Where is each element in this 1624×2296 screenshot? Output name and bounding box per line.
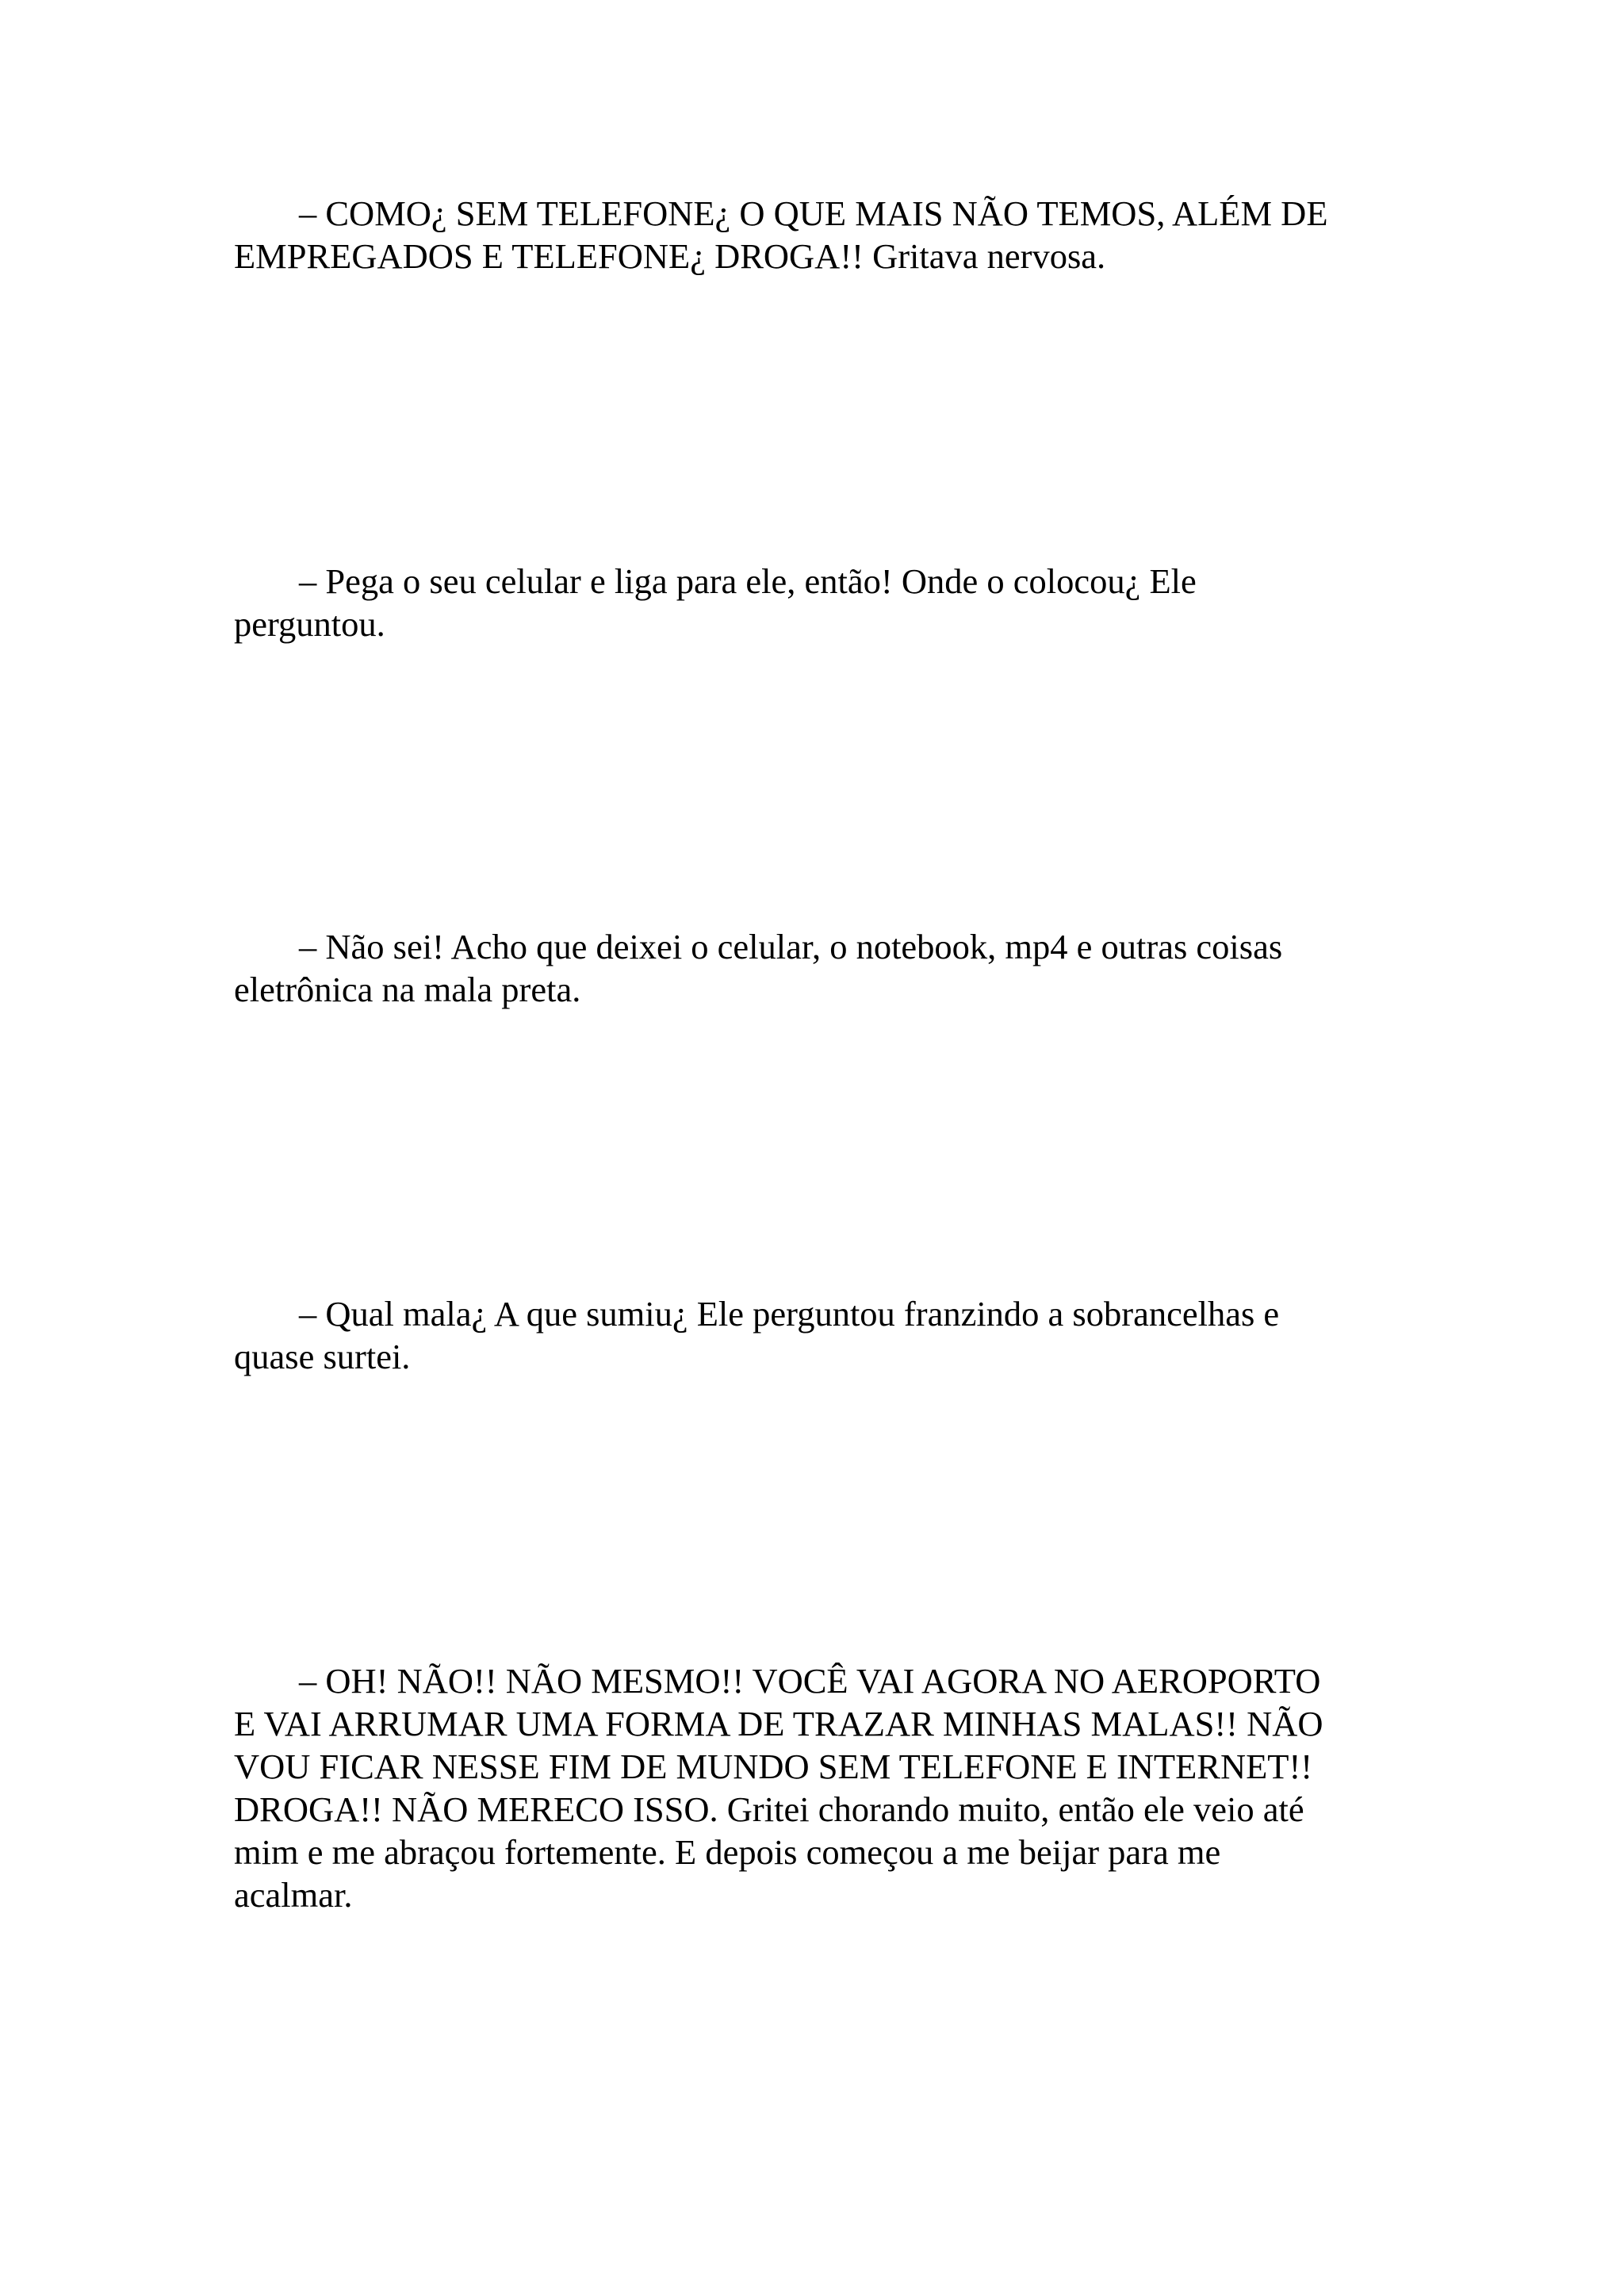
paragraph-5 bbox=[234, 1659, 1392, 1916]
paragraph-line: eletrônica na mala preta. bbox=[234, 970, 581, 1009]
paragraph-line: quase surtei. bbox=[234, 1337, 411, 1376]
paragraph-line: – COMO¿ SEM TELEFONE¿ O QUE MAIS NÃO TEMOS, ALÉM DE bbox=[299, 193, 1328, 233]
paragraph-3 bbox=[234, 925, 1392, 1011]
paragraph-4 bbox=[234, 1292, 1392, 1378]
paragraph-1 bbox=[234, 192, 1392, 277]
paragraph-line: mim e me abraçou fortemente. E depois começou a me beijar para me bbox=[234, 1832, 1221, 1872]
paragraph-line: – Qual mala¿ A que sumiu¿ Ele perguntou franzindo a sobrancelhas e bbox=[299, 1294, 1280, 1334]
paragraph-line: DROGA!! NÃO MERECO ISSO. Gritei chorando muito, então ele veio até bbox=[234, 1789, 1304, 1829]
paragraph-line: – OH! NÃO!! NÃO MESMO!! VOCÊ VAI AGORA NO AEROPORTO bbox=[299, 1661, 1321, 1701]
paragraph-line: – Não sei! Acho que deixei o celular, o notebook, mp4 e outras coisas bbox=[299, 927, 1283, 966]
paragraph-line: VOU FICAR NESSE FIM DE MUNDO SEM TELEFONE E INTERNET!! bbox=[234, 1747, 1313, 1786]
paragraph-line: perguntou. bbox=[234, 604, 385, 644]
paragraph-line: – Pega o seu celular e liga para ele, então! Onde o colocou¿ Ele bbox=[299, 561, 1197, 601]
paragraph-line: E VAI ARRUMAR UMA FORMA DE TRAZAR MINHAS MALAS!! NÃO bbox=[234, 1704, 1323, 1743]
paragraph-2 bbox=[234, 560, 1392, 645]
paragraph-line: EMPREGADOS E TELEFONE¿ DROGA!! Gritava nervosa. bbox=[234, 236, 1106, 276]
paragraph-line: acalmar. bbox=[234, 1875, 353, 1915]
